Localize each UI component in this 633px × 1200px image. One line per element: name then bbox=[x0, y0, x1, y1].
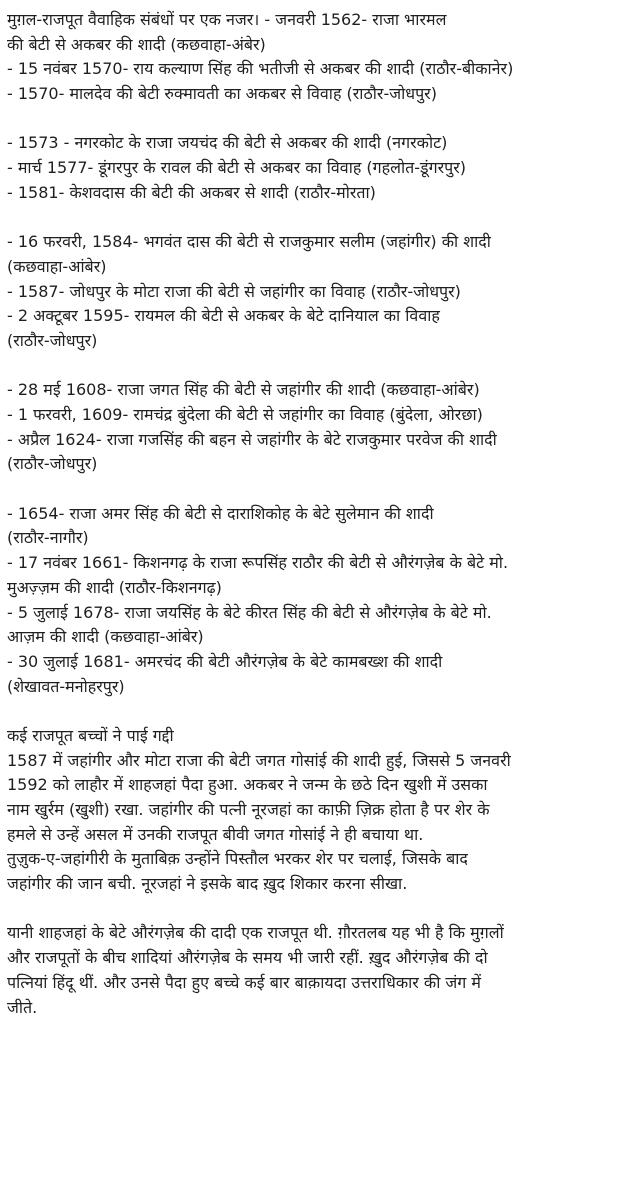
text-line: (कछवाहा-आंबेर) bbox=[7, 256, 107, 276]
text-line: - 1654- राजा अमर सिंह की बेटी से दाराशिकोह के बेटे सुलेमान की शादी bbox=[7, 503, 434, 523]
text-line: आज़म की शादी (कछवाहा-आंबेर) bbox=[7, 627, 204, 647]
text-line: - अप्रैल 1624- राजा गजसिंह की बहन से जहांगीर के बेटे राजकुमार परवेज की शादी bbox=[7, 429, 497, 449]
text-line: - 30 जुलाई 1681- अमरचंद की बेटी औरंगज़ेब के बेटे कामबख्श की शादी bbox=[7, 651, 443, 671]
text-line: मुग़ल-राजपूत वैवाहिक संबंधों पर एक नजर। - जनवरी 1562- राजा भारमल bbox=[7, 10, 447, 29]
text-line: (राठौर-नागौर) bbox=[7, 528, 89, 548]
text-line: मुअज़्ज़म की शादी (राठौर-किशनगढ़) bbox=[7, 577, 222, 597]
paragraph-gap bbox=[7, 477, 627, 502]
text-line: नाम खुर्रम (खुशी) रखा. जहांगीर की पत्नी नूरजहां का काफ़ी ज़िक्र होता है पर शेर के bbox=[7, 800, 490, 819]
text-line: तुज़ुक-ए-जहांगीरी के मुताबिक़ उन्होंने पिस्तौल भरकर शेर पर चलाई, जिसके बाद bbox=[7, 849, 468, 869]
text-line: - 1587- जोधपुर के मोटा राजा की बेटी से जहांगीर का विवाह (राठौर-जोधपुर) bbox=[7, 281, 461, 301]
text-line: हमले से उन्हें असल में उनकी राजपूत बीवी जगत गोसांई ने ही बचाया था. bbox=[7, 824, 424, 844]
text-line: और राजपूतों के बीच शादियां औरंगज़ेब के समय भी जारी रहीं. ख़ुद औरंगज़ेब की दो bbox=[7, 948, 488, 968]
text-line: 1587 में जहांगीर और मोटा राजा की बेटी जगत गोसांई की शादी हुई, जिससे 5 जनवरी bbox=[7, 750, 511, 770]
text-line: (शेखावत-मनोहरपुर) bbox=[7, 676, 125, 696]
text-line: 1592 को लाहौर में शाहजहां पैदा हुआ. अकबर ने जन्म के छठे दिन खुशी में उसका bbox=[7, 775, 488, 795]
text-line: (राठौर-जोधपुर) bbox=[7, 330, 98, 350]
paragraph-gap bbox=[7, 699, 627, 724]
text-line: - 28 मई 1608- राजा जगत सिंह की बेटी से जहांगीर की शादी (कछवाहा-आंबेर) bbox=[7, 380, 480, 400]
text-line: - 15 नवंबर 1570- राय कल्याण सिंह की भतीजी से अकबर की शादी (राठौर-बीकानेर) bbox=[7, 59, 514, 79]
text-line: कई राजपूत बच्चों ने पाई गद्दी bbox=[7, 725, 174, 745]
text-line: जीते. bbox=[7, 997, 38, 1017]
text-line: - 1573 - नगरकोट के राजा जयचंद की बेटी से अकबर की शादी (नगरकोट) bbox=[7, 133, 448, 153]
text-line: पत्नियां हिंदू थीं. और उनसे पैदा हुए बच्चे कई बार बाक़ायदा उत्तराधिकार की जंग में bbox=[7, 972, 481, 992]
text-line: - 1 फरवरी, 1609- रामचंद्र बुंदेला की बेटी से जहांगीर का विवाह (बुंदेला, ओरछा) bbox=[7, 405, 483, 424]
paragraph-gap bbox=[7, 354, 627, 379]
paragraph-gap bbox=[7, 206, 627, 231]
text-line: यानी शाहजहां के बेटे औरंगज़ेब की दादी एक राजपूत थी. ग़ौरतलब यह भी है कि मुग़लों bbox=[7, 923, 504, 943]
text-line: की बेटी से अकबर की शादी (कछवाहा-अंबेर) bbox=[7, 34, 266, 54]
text-line: - 16 फरवरी, 1584- भगवंत दास की बेटी से राजकुमार सलीम (जहांगीर) की शादी bbox=[7, 232, 491, 252]
paragraph-gap bbox=[7, 897, 627, 922]
text-line: जहांगीर की जान बची. नूरजहां ने इसके बाद ख़ुद शिकार करना सीखा. bbox=[7, 874, 408, 894]
text-line: - 17 नवंबर 1661- किशनगढ़ के राजा रूपसिंह राठौर की बेटी से औरंगज़ेब के बेटे मो. bbox=[7, 553, 509, 573]
text-line: - 1581- केशवदास की बेटी की अकबर से शादी (राठौर-मोरता) bbox=[7, 182, 376, 202]
text-line: - 1570- मालदेव की बेटी रुक्मावती का अकबर से विवाह (राठौर-जोधपुर) bbox=[7, 84, 437, 104]
text-line: - 2 अक्टूबर 1595- रायमल की बेटी से अकबर के बेटे दानियाल का विवाह bbox=[7, 306, 440, 326]
text-line: - मार्च 1577- डूंगरपुर के रावल की बेटी से अकबर का विवाह (गहलोत-डूंगरपुर) bbox=[7, 158, 467, 178]
paragraph-gap bbox=[7, 107, 627, 132]
text-line: - 5 जुलाई 1678- राजा जयसिंह के बेटे कीरत सिंह की बेटी से औरंगज़ेब के बेटे मो. bbox=[7, 602, 492, 622]
text-line: (राठौर-जोधपुर) bbox=[7, 454, 98, 474]
